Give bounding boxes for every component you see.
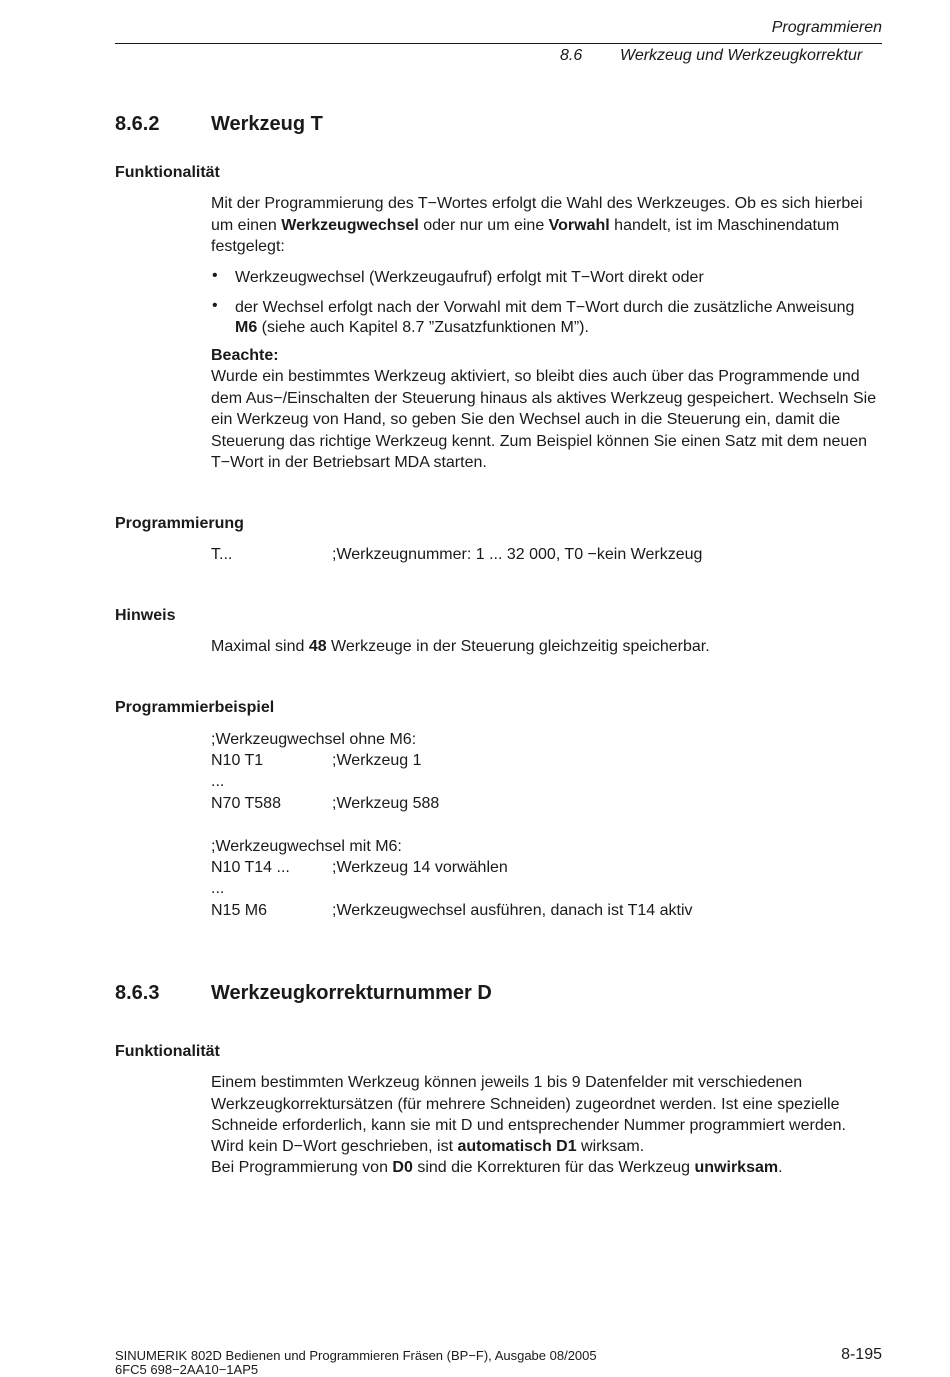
- code-line: ...: [211, 880, 225, 897]
- note-text: Wurde ein bestimmtes Werkzeug aktiviert, so bleibt dies auch über das Programmende und dem Aus−/Einschalten der Steuerung hinaus als aktives Werkzeug gespeichert. Wechseln Sie ein Werkzeug von Hand, so geben Sie den Wechsel auch in die Steuerung ein, damit die Steuerung das richtige Werkzeug kennt. Zum Beispiel können Sie einen Satz mit dem neuen T−Wort in der Betriebsart MDA starten.: [211, 368, 877, 471]
- code-line: ...: [211, 773, 225, 790]
- code-comment: ;Werkzeug 588: [332, 795, 440, 812]
- functionality-paragraph: Einem bestimmten Werkzeug können jeweils 1 bis 9 Datenfelder mit verschiedenen Werkzeugkorrektursätzen (für mehrere Schneiden) zugeordnet werden. Ist eine spezielle Schneide erforderlich, kann sie mit D und entsprechender Nummer programmiert werden.: [211, 1074, 846, 1134]
- subheading-functionality: Funktionalität: [115, 164, 220, 181]
- subheading-hint: Hinweis: [115, 607, 176, 624]
- section-title: Werkzeug T: [211, 113, 323, 135]
- example-title: ;Werkzeugwechsel mit M6:: [211, 838, 402, 855]
- subheading-example: Programmierbeispiel: [115, 699, 275, 716]
- code-line: N10 T1: [211, 752, 264, 769]
- code-line: N15 M6: [211, 902, 268, 919]
- hint-text: Maximal sind 48 Werkzeuge in der Steuerung gleichzeitig speicherbar.: [211, 638, 710, 655]
- bullet-item: der Wechsel erfolgt nach der Vorwahl mit dem T−Wort durch die zusätzliche Anweisung: [235, 299, 855, 316]
- header-section-number: 8.6: [560, 47, 583, 64]
- functionality-paragraph: Mit der Programmierung des T−Wortes erfolgt die Wahl des Werkzeuges. Ob es sich hierbei um einen Werkzeugwechsel oder nur um eine Vorwahl handelt, ist im Maschinendatum festgelegt:: [211, 195, 863, 255]
- code-line: N10 T14 ...: [211, 859, 290, 876]
- footer-order-number: 6FC5 698−2AA10−1AP5: [115, 1362, 259, 1377]
- subheading-programming: Programmierung: [115, 515, 244, 532]
- bullet-item-continuation: M6 (siehe auch Kapitel 8.7 ”Zusatzfunktionen M”).: [235, 319, 589, 336]
- code-line: N70 T588: [211, 795, 281, 812]
- bullet-icon: •: [212, 297, 218, 314]
- bullet-icon: •: [212, 267, 218, 284]
- example-title: ;Werkzeugwechsel ohne M6:: [211, 731, 417, 748]
- footer-publication: SINUMERIK 802D Bedienen und Programmieren Fräsen (BP−F), Ausgabe 08/2005: [115, 1348, 597, 1363]
- section-number: 8.6.3: [115, 982, 160, 1004]
- page-number: 8-195: [841, 1346, 882, 1363]
- functionality-line: Bei Programmierung von D0 sind die Korrekturen für das Werkzeug unwirksam.: [211, 1159, 783, 1176]
- syntax-comment: ;Werkzeugnummer: 1 ... 32 000, T0 −kein Werkzeug: [332, 546, 703, 563]
- functionality-line: Wird kein D−Wort geschrieben, ist automatisch D1 wirksam.: [211, 1138, 645, 1155]
- subheading-functionality: Funktionalität: [115, 1043, 220, 1060]
- code-comment: ;Werkzeugwechsel ausführen, danach ist T14 aktiv: [332, 902, 693, 919]
- syntax-code: T...: [211, 546, 233, 563]
- header-rule: [115, 43, 882, 44]
- note-label: Beachte:: [211, 347, 279, 364]
- code-comment: ;Werkzeug 14 vorwählen: [332, 859, 508, 876]
- header-section-title: Werkzeug und Werkzeugkorrektur: [620, 47, 863, 64]
- section-title: Werkzeugkorrekturnummer D: [211, 982, 492, 1004]
- header-chapter: Programmieren: [771, 19, 882, 36]
- code-comment: ;Werkzeug 1: [332, 752, 422, 769]
- bullet-item: Werkzeugwechsel (Werkzeugaufruf) erfolgt mit T−Wort direkt oder: [235, 269, 704, 286]
- section-number: 8.6.2: [115, 113, 160, 135]
